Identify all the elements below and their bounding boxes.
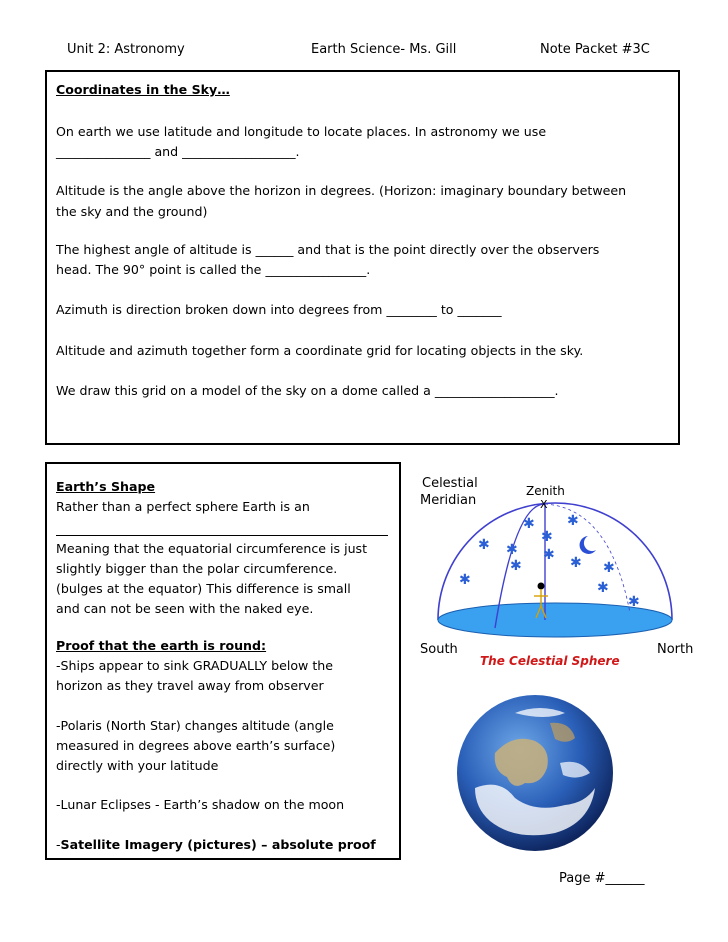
star-icon: ✱: [541, 529, 553, 545]
north-label: North: [657, 642, 694, 657]
star-icon: ✱: [478, 537, 490, 553]
course-title: Earth Science- Ms. Gill: [311, 42, 457, 57]
meridian-label: Meridian: [420, 493, 477, 508]
answer-blank-line: [56, 535, 388, 536]
earth-globe-image: [455, 693, 615, 853]
coords-paragraph-2a: Altitude is the angle above the horizon in degrees. (Horizon: imaginary boundary between: [56, 183, 627, 198]
unit-title: Unit 2: Astronomy: [67, 42, 185, 57]
coords-paragraph-3b: head. The 90° point is called the ________________.: [56, 262, 371, 277]
star-icon: ✱: [628, 594, 640, 610]
coords-paragraph-6: We draw this grid on a model of the sky on a dome called a ___________________.: [56, 383, 559, 398]
earth-shape-line-3: slightly bigger than the polar circumference.: [56, 561, 338, 576]
star-icon: ✱: [506, 542, 518, 558]
packet-title: Note Packet #3C: [540, 42, 650, 57]
coords-paragraph-1b: _______________ and __________________.: [56, 144, 300, 159]
coords-paragraph-4: Azimuth is direction broken down into degrees from ________ to _______: [56, 302, 502, 317]
coords-paragraph-3a: The highest angle of altitude is ______ and that is the point directly over the observers: [56, 242, 600, 257]
earth-shape-heading: Earth’s Shape: [56, 479, 156, 494]
star-icon: ✱: [567, 513, 579, 529]
proof-polaris-2: measured in degrees above earth’s surface): [56, 738, 336, 753]
zenith-label: Zenith: [526, 484, 565, 498]
earth-shape-line-2: Meaning that the equatorial circumference is just: [56, 541, 368, 556]
proof-satellite: [56, 837, 376, 852]
star-icon: ✱: [523, 516, 535, 532]
proof-satellite-dash: -: [56, 837, 61, 852]
proof-ships-1: -Ships appear to sink GRADUALLY below the: [56, 658, 334, 673]
proof-eclipse: -Lunar Eclipses - Earth’s shadow on the moon: [56, 797, 345, 812]
star-icon: ✱: [597, 580, 609, 596]
proof-ships-2: horizon as they travel away from observer: [56, 678, 324, 693]
earth-shape-line-4: (bulges at the equator) This difference is small: [56, 581, 351, 596]
proof-heading: Proof that the earth is round:: [56, 638, 267, 653]
coords-paragraph-2b: the sky and the ground): [56, 204, 208, 219]
star-icon: ✱: [570, 555, 582, 571]
proof-satellite-text: Satellite Imagery (pictures) – absolute proof: [60, 837, 376, 852]
page-number: Page #______: [559, 871, 645, 886]
celestial-label: Celestial: [422, 476, 478, 491]
celestial-sphere-diagram: [410, 468, 710, 673]
star-icon: ✱: [459, 572, 471, 588]
star-icon: ✱: [603, 560, 615, 576]
zenith-mark: X: [540, 498, 548, 511]
proof-polaris-1: -Polaris (North Star) changes altitude (angle: [56, 718, 334, 733]
star-icon: ✱: [543, 547, 555, 563]
star-icon: ✱: [510, 558, 522, 574]
celestial-sphere-caption: The Celestial Sphere: [480, 654, 620, 668]
earth-shape-line-1: Rather than a perfect sphere Earth is an: [56, 499, 310, 514]
coordinates-heading: Coordinates in the Sky…: [56, 82, 230, 97]
proof-polaris-3: directly with your latitude: [56, 758, 219, 773]
earth-globe-drawing: [455, 693, 615, 853]
earth-shape-line-5: and can not be seen with the naked eye.: [56, 601, 314, 616]
south-label: South: [420, 642, 458, 657]
coords-paragraph-1a: On earth we use latitude and longitude to locate places. In astronomy we use: [56, 124, 547, 139]
coords-paragraph-5: Altitude and azimuth together form a coordinate grid for locating objects in the sky.: [56, 343, 584, 358]
